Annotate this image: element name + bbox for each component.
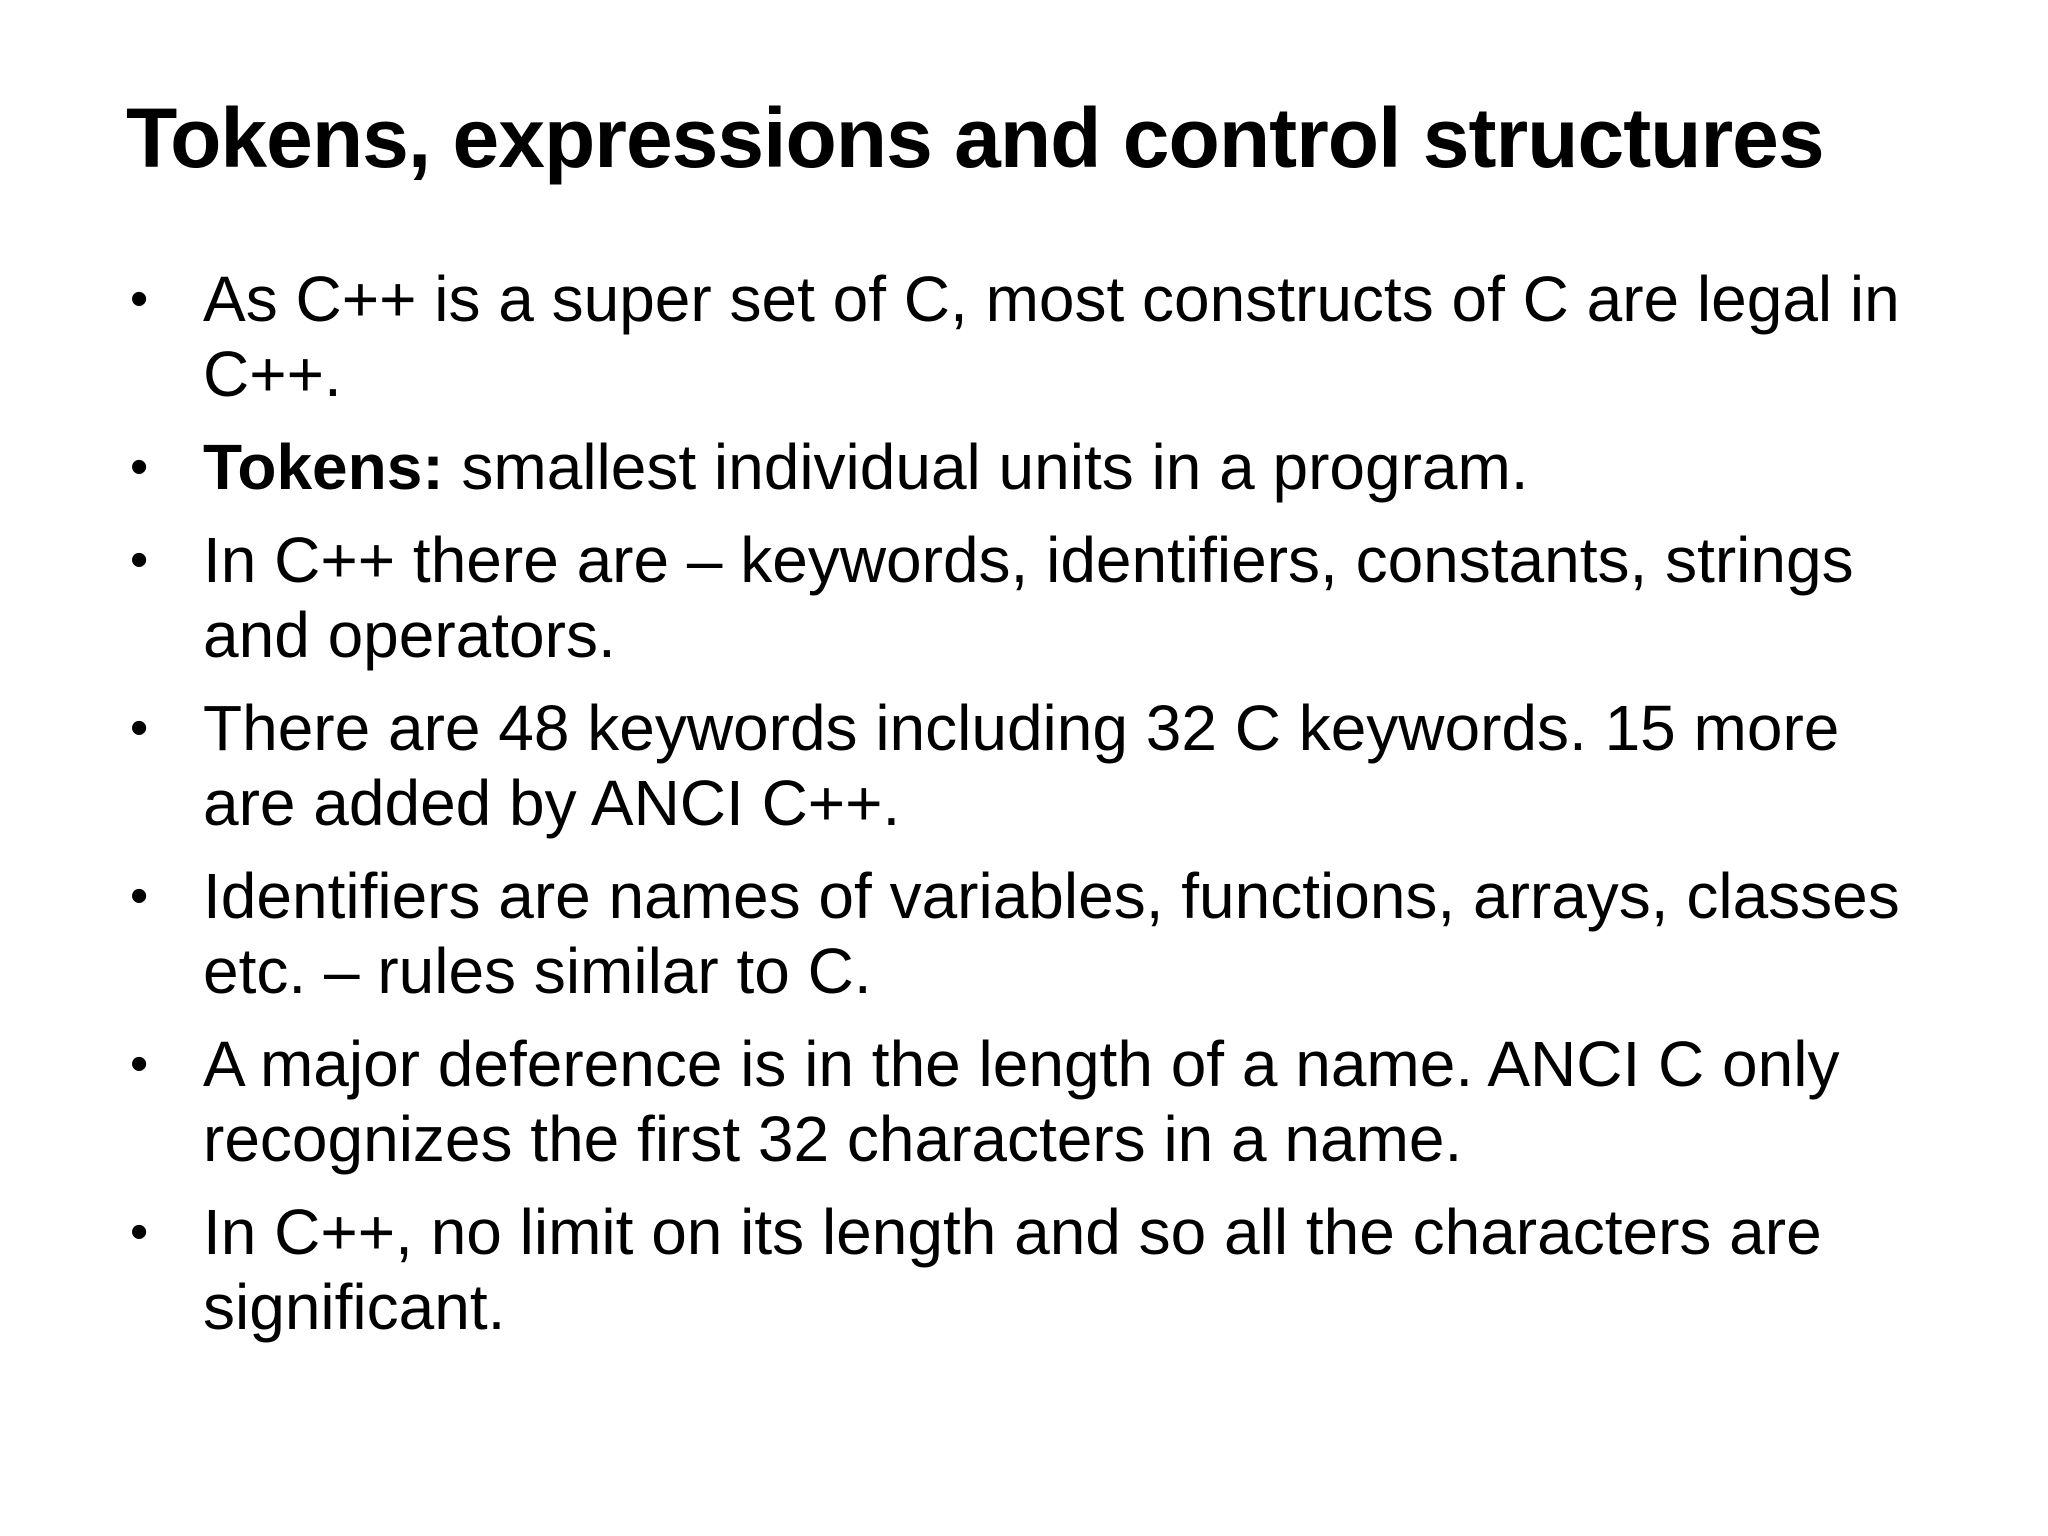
bullet-text: In C++, no limit on its length and so all the characters are significant.	[203, 1196, 1822, 1343]
bullet-text: In C++ there are – keywords, identifiers, constants, strings and operators.	[203, 524, 1854, 671]
bullet-item-name-length	[126, 1027, 1946, 1177]
bullet-item-keywords	[126, 691, 1946, 841]
slide-title: Tokens, expressions and control structures	[126, 91, 1824, 185]
bullet-icon: •	[130, 270, 149, 328]
bullet-list	[126, 262, 1946, 1363]
bullet-term: Tokens:	[203, 431, 444, 503]
bullet-icon: •	[130, 1203, 149, 1261]
bullet-item-superset	[126, 262, 1946, 412]
bullet-item-identifiers	[126, 859, 1946, 1009]
bullet-icon: •	[130, 438, 149, 496]
bullet-text: As C++ is a super set of C, most constructs of C are legal in C++.	[203, 263, 1900, 410]
bullet-text: smallest individual units in a program.	[443, 431, 1529, 503]
bullet-icon: •	[130, 1035, 149, 1093]
bullet-icon: •	[130, 867, 149, 925]
bullet-item-no-limit	[126, 1195, 1946, 1345]
bullet-icon: •	[130, 531, 149, 589]
bullet-text: There are 48 keywords including 32 C keywords. 15 more are added by ANCI C++.	[203, 692, 1840, 839]
bullet-text: A major deference is in the length of a name. ANCI C only recognizes the first 32 characters in a name.	[203, 1028, 1840, 1175]
bullet-text: Identifiers are names of variables, functions, arrays, classes etc. – rules similar to C.	[203, 860, 1900, 1007]
bullet-item-token-types	[126, 523, 1946, 673]
bullet-icon: •	[130, 699, 149, 757]
bullet-item-tokens	[126, 430, 1946, 505]
